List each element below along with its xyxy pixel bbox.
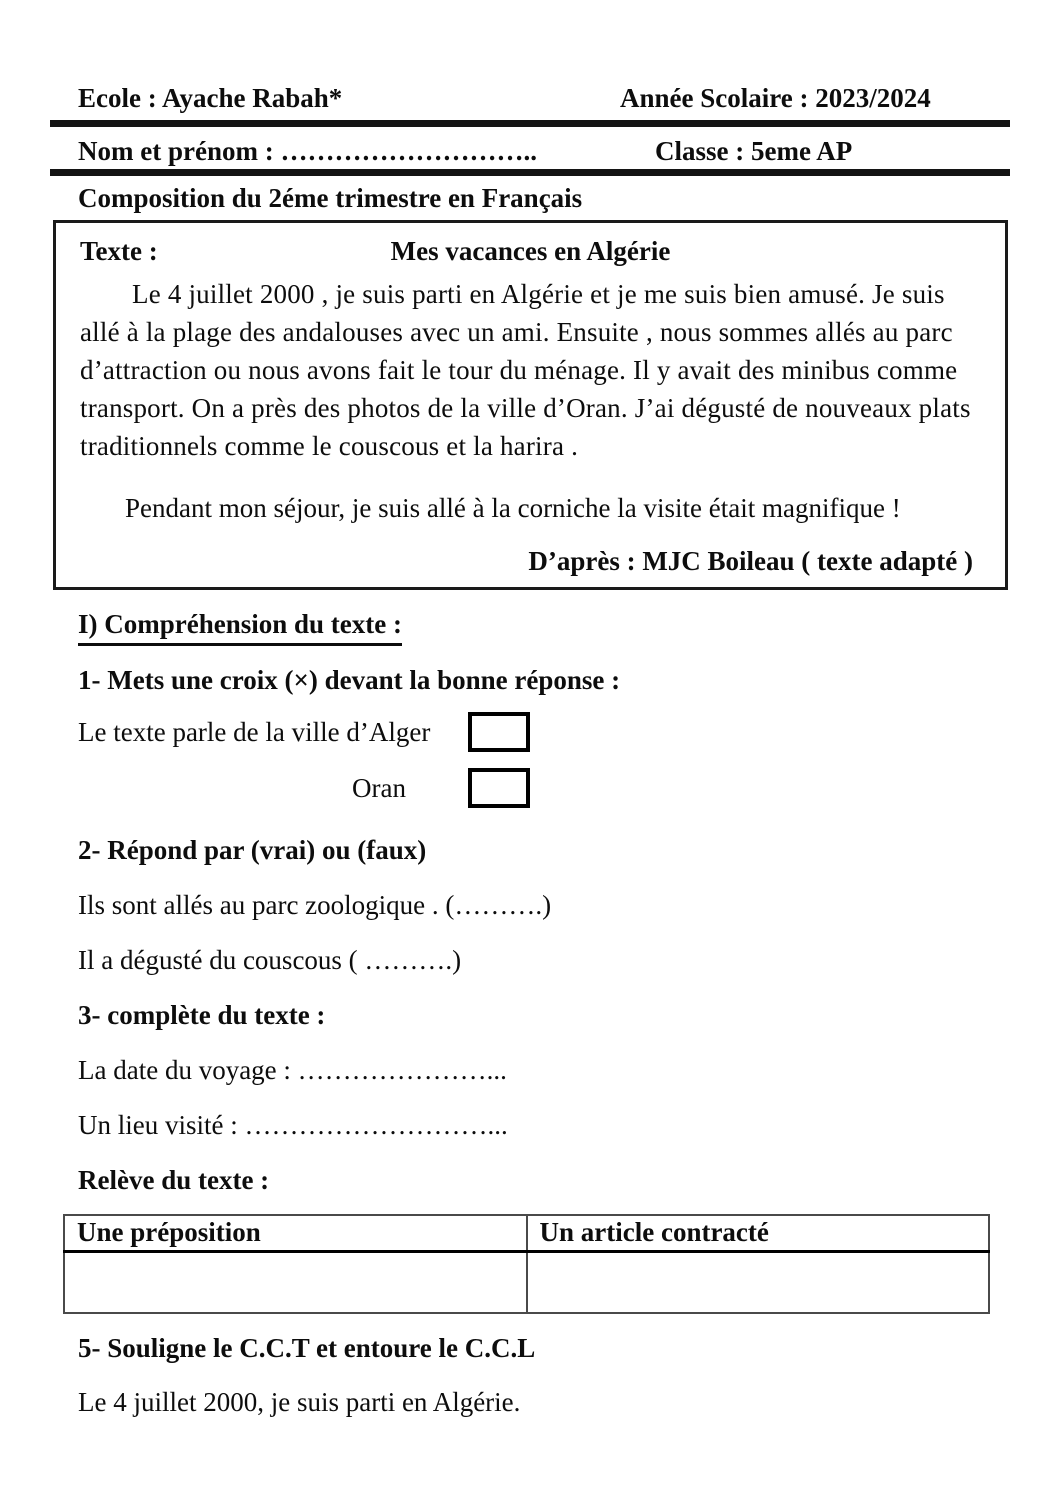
reading-text-box [53, 220, 1008, 590]
releve-table [63, 1214, 990, 1314]
comprehension-heading: I) Compréhension du texte : [0, 606, 1058, 642]
q2-item-zoologique: Ils sont allés au parc zoologique . (……….) [78, 890, 552, 920]
student-name-line: Nom et prénom : ……………………….. [78, 136, 537, 166]
table-header-preposition: Une préposition [64, 1215, 527, 1251]
school-year: Année Scolaire : 2023/2024 [620, 83, 931, 113]
header-row-school [0, 80, 1058, 116]
table-header-row [64, 1215, 989, 1251]
question-1-heading: 1- Mets une croix (×) devant la bonne réponse : [78, 665, 621, 695]
question-3-heading: 3- complète du texte : [78, 1000, 326, 1030]
q1-option-row-oran [0, 764, 1058, 812]
texte-label: Texte : [80, 236, 158, 266]
table-cell-article-answer[interactable] [527, 1251, 990, 1313]
table-cell-preposition-answer[interactable] [64, 1251, 527, 1313]
header-row-student [0, 133, 1058, 169]
text-paragraph-2: Pendant mon séjour, je suis allé à la corniche la visite était magnifique ! [125, 493, 901, 523]
table-body-row [64, 1251, 989, 1313]
school-name: Ecole : Ayache Rabah* [78, 83, 343, 113]
q2-item-couscous: Il a dégusté du couscous ( ……….) [78, 945, 462, 975]
question-2-heading: 2- Répond par (vrai) ou (faux) [78, 835, 427, 865]
class-line: Classe : 5eme AP [655, 136, 853, 166]
text-box-header [80, 233, 981, 269]
header-divider-2 [50, 169, 1010, 176]
text-title: Mes vacances en Algérie [390, 236, 671, 266]
question-4-heading: Relève du texte : [78, 1165, 270, 1195]
q5-sentence: Le 4 juillet 2000, je suis parti en Algérie. [78, 1387, 521, 1417]
q1-checkbox-alger[interactable] [468, 712, 530, 752]
q1-checkbox-oran[interactable] [468, 768, 530, 808]
question-5-heading: 5- Souligne le C.C.T et entoure le C.C.L [78, 1333, 536, 1363]
q3-item-date: La date du voyage : …………………... [78, 1055, 507, 1085]
q1-option-label-alger: Le texte parle de la ville d’Alger [78, 717, 431, 747]
header-divider-1 [50, 120, 1010, 127]
q1-option-row-alger [0, 708, 1058, 756]
text-paragraph-1: Le 4 juillet 2000 , je suis parti en Algérie et je me suis bien amusé. Je suis allé à la plage des andalouses avec un ami. Ensuite , nous sommes allés au parc d’attraction ou nous avons fait le tour du ménage. Il y avait des minibus comme transport. On a près des photos de la ville d’Oran. J’ai dégusté de nouveaux plats traditionnels comme le couscous et la harira . [80, 279, 971, 461]
document-title: Composition du 2éme trimestre en Français [78, 183, 583, 213]
text-attribution: D’après : MJC Boileau ( texte adapté ) [528, 546, 973, 576]
table-header-article: Un article contracté [527, 1215, 990, 1251]
q3-item-lieu: Un lieu visité : ………………………... [78, 1110, 508, 1140]
q1-option-label-oran: Oran [352, 773, 406, 803]
